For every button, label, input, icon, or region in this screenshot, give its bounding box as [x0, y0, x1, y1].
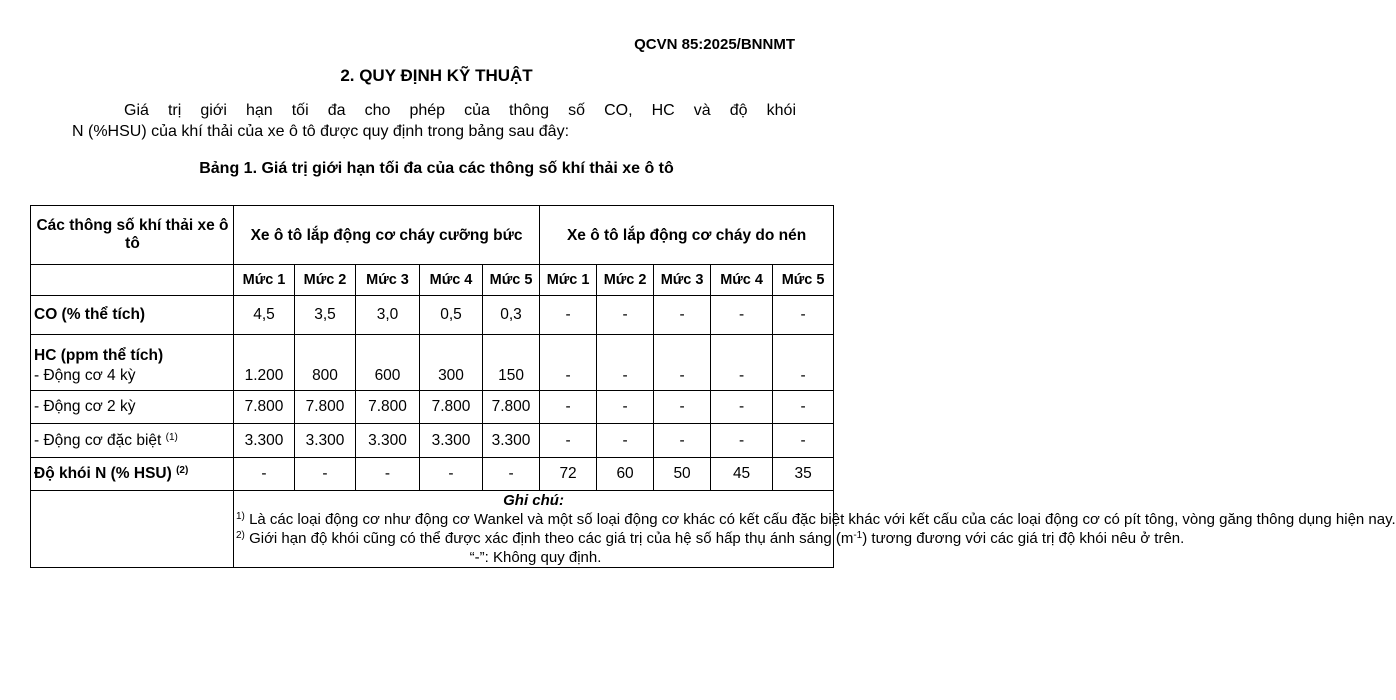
table-row — [31, 424, 834, 458]
row-label: - Động cơ 2 kỳ — [31, 391, 234, 424]
value-cell: - — [420, 458, 483, 491]
level-header: Mức 1 — [540, 265, 597, 296]
value-cell: 3.300 — [234, 424, 295, 458]
group-header-spark-ignition: Xe ô tô lắp động cơ cháy cưỡng bức — [234, 206, 540, 265]
value-cell: - — [295, 458, 356, 491]
row-label — [31, 424, 234, 458]
row-label-text: - Động cơ 4 kỳ — [34, 367, 136, 384]
note-2-marker: 2) — [236, 530, 245, 541]
value-cell: 3.300 — [483, 424, 540, 458]
value-cell: - — [654, 296, 711, 335]
note-2-text-a: Giới hạn độ khói cũng có thể được xác định theo các giá trị của hệ số hấp thụ ánh sáng (m — [244, 530, 854, 547]
value-cell: - — [773, 391, 834, 424]
group-header-compression-ignition: Xe ô tô lắp động cơ cháy do nén — [540, 206, 834, 265]
value-cell: - — [773, 424, 834, 458]
param-header: Các thông số khí thải xe ô tô — [31, 206, 234, 265]
value-cell: 4,5 — [234, 296, 295, 335]
row-label-text: - Động cơ đặc biệt — [34, 431, 162, 449]
value-cell: 150 — [483, 335, 540, 391]
value-cell: 3.300 — [356, 424, 420, 458]
note-2-text-b: ) tương đương với các giá trị độ khói nêu ở trên. — [862, 530, 1185, 547]
level-header: Mức 4 — [420, 265, 483, 296]
value-cell: - — [597, 424, 654, 458]
value-cell: 3.300 — [420, 424, 483, 458]
note-1-text: Là các loại động cơ như động cơ Wankel và một số loại động cơ khác có kết cấu đặc biệt khác với kết cấu của các loại động cơ có pít tông, vòng găng thông dụng hiện nay. — [244, 511, 1396, 528]
level-header: Mức 4 — [711, 265, 773, 296]
value-cell: 60 — [597, 458, 654, 491]
value-cell: 1.200 — [234, 335, 295, 391]
notes-cell — [234, 491, 1396, 568]
row-label: CO (% thể tích) — [31, 296, 234, 335]
footnote-ref: (2) — [176, 465, 189, 476]
value-cell: 3,0 — [356, 296, 420, 335]
empty-cell — [31, 265, 234, 296]
value-cell: - — [711, 335, 773, 391]
table-row — [31, 458, 834, 491]
standard-code: QCVN 85:2025/BNNMT — [634, 36, 795, 53]
value-cell: 0,3 — [483, 296, 540, 335]
table-row — [31, 296, 834, 335]
level-header: Mức 2 — [597, 265, 654, 296]
value-cell: - — [773, 296, 834, 335]
value-cell: 7.800 — [483, 391, 540, 424]
level-header: Mức 3 — [654, 265, 711, 296]
unit-exponent: -1 — [853, 530, 863, 541]
intro-line-2: N (%HSU) của khí thải của xe ô tô được quy định trong bảng sau đây: — [72, 123, 570, 140]
value-cell: - — [597, 391, 654, 424]
table-row — [31, 335, 834, 391]
level-header: Mức 1 — [234, 265, 295, 296]
value-cell: - — [483, 458, 540, 491]
levels-row — [31, 265, 834, 296]
table-caption: Bảng 1. Giá trị giới hạn tối đa của các thông số khí thải xe ô tô — [199, 160, 674, 177]
value-cell: 600 — [356, 335, 420, 391]
footnote-ref: (1) — [165, 431, 178, 443]
value-cell: - — [654, 391, 711, 424]
section-title: 2. QUY ĐỊNH KỸ THUẬT — [340, 66, 533, 85]
value-cell: - — [711, 391, 773, 424]
note-1 — [236, 510, 1396, 529]
hc-group-label: HC (ppm thể tích) — [34, 347, 164, 364]
value-cell: - — [711, 296, 773, 335]
note-1-marker: 1) — [236, 511, 245, 522]
value-cell: - — [597, 296, 654, 335]
value-cell: 3,5 — [295, 296, 356, 335]
value-cell: - — [356, 458, 420, 491]
table-header-row — [31, 206, 834, 265]
table-row — [31, 391, 834, 424]
value-cell: 300 — [420, 335, 483, 391]
notes-row — [31, 491, 834, 568]
value-cell: - — [654, 335, 711, 391]
notes-title: Ghi chú: — [503, 492, 564, 509]
level-header: Mức 5 — [483, 265, 540, 296]
value-cell: - — [540, 296, 597, 335]
note-2 — [236, 529, 1185, 548]
value-cell: 7.800 — [356, 391, 420, 424]
value-cell: - — [597, 335, 654, 391]
value-cell: 72 — [540, 458, 597, 491]
value-cell: 7.800 — [295, 391, 356, 424]
row-label-text: Độ khói N (% HSU) — [34, 465, 172, 482]
level-header: Mức 2 — [295, 265, 356, 296]
value-cell: 50 — [654, 458, 711, 491]
level-header: Mức 3 — [356, 265, 420, 296]
value-cell: 3.300 — [295, 424, 356, 458]
value-cell: - — [540, 424, 597, 458]
emission-limits-table — [30, 205, 1396, 568]
intro-line-1: Giá trị giới hạn tối đa cho phép của thông số CO, HC và độ khói — [124, 102, 796, 119]
value-cell: - — [234, 458, 295, 491]
value-cell: 45 — [711, 458, 773, 491]
row-label — [31, 458, 234, 491]
intro-paragraph — [72, 100, 796, 142]
value-cell: 7.800 — [420, 391, 483, 424]
value-cell: 0,5 — [420, 296, 483, 335]
row-label — [31, 335, 234, 391]
value-cell: 800 — [295, 335, 356, 391]
value-cell: - — [654, 424, 711, 458]
empty-cell — [31, 491, 234, 568]
value-cell: - — [711, 424, 773, 458]
note-3: “-”: Không quy định. — [469, 549, 602, 566]
value-cell: - — [540, 391, 597, 424]
value-cell: 7.800 — [234, 391, 295, 424]
value-cell: - — [540, 335, 597, 391]
value-cell: 35 — [773, 458, 834, 491]
level-header: Mức 5 — [773, 265, 834, 296]
value-cell: - — [773, 335, 834, 391]
